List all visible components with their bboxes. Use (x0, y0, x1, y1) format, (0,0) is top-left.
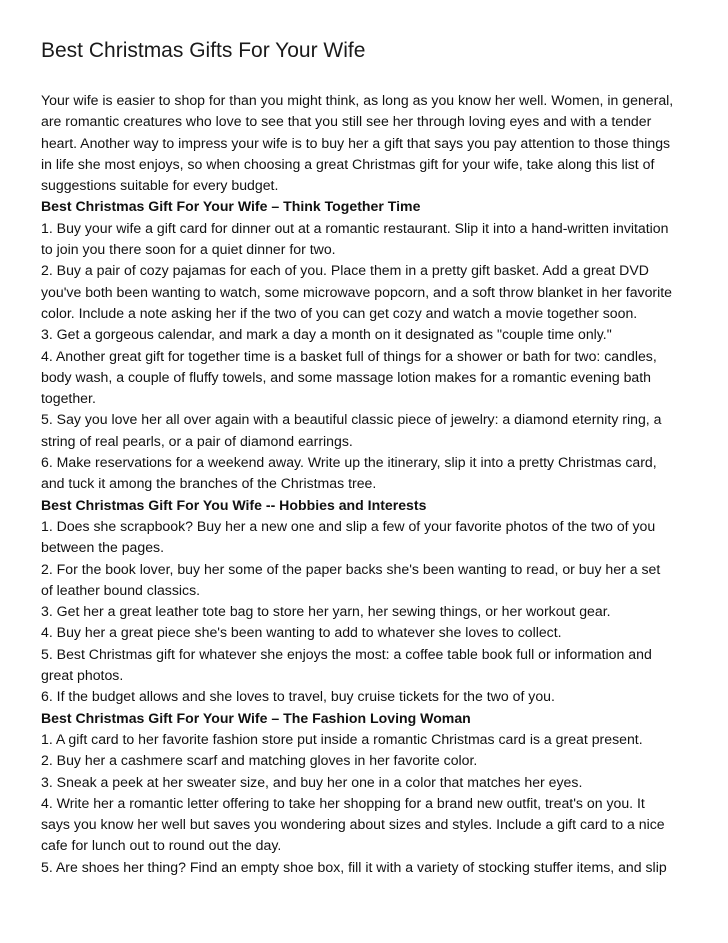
text-line: body wash, a couple of fluffy towels, and some massage lotion makes for a romantic evening bath (41, 368, 652, 385)
section-heading: Best Christmas Gift For Your Wife – Think Together Time (41, 198, 421, 215)
document-page (41, 37, 689, 878)
text-line: 3. Sneak a peek at her sweater size, and buy her one in a color that matches her eyes. (41, 773, 583, 790)
text-line: you've both been wanting to watch, some microwave popcorn, and a soft throw blanket in her favorite (41, 283, 672, 300)
text-line: and tuck it among the branches of the Christmas tree. (41, 475, 377, 492)
text-line: 1. A gift card to her favorite fashion store put inside a romantic Christmas card is a great present. (41, 730, 643, 747)
text-line: 3. Get a gorgeous calendar, and mark a day a month on it designated as "couple time only." (41, 326, 612, 343)
text-line: Your wife is easier to shop for than you might think, as long as you know her well. Women, in general, (41, 92, 674, 108)
text-line: string of real pearls, or a pair of diamond earrings. (41, 432, 353, 449)
text-line: says you know her well but saves you wondering about sizes and styles. Include a gift card to a nice (41, 816, 665, 833)
text-line: 4. Write her a romantic letter offering to take her shopping for a brand new outfit, treat's on you. It (41, 794, 645, 811)
text-line: 2. For the book lover, buy her some of the paper backs she's been wanting to read, or buy her a set (41, 560, 661, 577)
text-line: heart. Another way to impress your wife is to buy her a gift that says you pay attention to those things (41, 134, 671, 151)
text-line: 2. Buy her a cashmere scarf and matching gloves in her favorite color. (41, 752, 478, 769)
text-line: to join you there soon for a quiet dinner for two. (41, 241, 336, 258)
text-line: 5. Best Christmas gift for whatever she enjoys the most: a coffee table book full or information and (41, 645, 652, 662)
text-line: color. Include a note asking her if the two of you can get cozy and watch a movie together soon. (41, 304, 638, 321)
text-line: 3. Get her a great leather tote bag to store her yarn, her sewing things, or her workout gear. (41, 603, 611, 620)
text-line: 5. Are shoes her thing? Find an empty shoe box, fill it with a variety of stocking stuffer items, and slip (41, 858, 667, 875)
text-line: 5. Say you love her all over again with a beautiful classic piece of jewelry: a diamond eternity ring, a (41, 411, 662, 428)
text-line: 6. Make reservations for a weekend away. Write up the itinerary, slip it into a pretty Christmas card, (41, 454, 657, 471)
text-line: 4. Buy her a great piece she's been wanting to add to whatever she loves to collect. (41, 624, 562, 641)
text-line: are romantic creatures who love to see that you still see her through loving eyes and with a tender (41, 113, 652, 130)
text-line: between the pages. (41, 539, 165, 556)
text-line: 1. Buy your wife a gift card for dinner out at a romantic restaurant. Slip it into a hand-written invitation (41, 219, 669, 236)
text-line: together. (41, 390, 96, 407)
section-heading: Best Christmas Gift For You Wife -- Hobbies and Interests (41, 496, 427, 513)
document-title: Best Christmas Gifts For Your Wife (41, 39, 366, 62)
text-line: 2. Buy a pair of cozy pajamas for each of you. Place them in a pretty gift basket. Add a great DVD (41, 262, 649, 279)
section-heading: Best Christmas Gift For Your Wife – The Fashion Loving Woman (41, 709, 471, 726)
text-line: cafe for lunch out to round out the day. (41, 837, 282, 854)
document-body (41, 90, 689, 878)
text-line: great photos. (41, 667, 124, 684)
text-line: 6. If the budget allows and she loves to travel, buy cruise tickets for the two of you. (41, 688, 555, 705)
text-line: 4. Another great gift for together time is a basket full of things for a shower or bath for two: candles, (41, 347, 657, 364)
text-line: 1. Does she scrapbook? Buy her a new one and slip a few of your favorite photos of the two of you (41, 517, 656, 534)
text-line: in life she most enjoys, so when choosing a great Christmas gift for your wife, take along this list of (41, 155, 655, 172)
text-line: of leather bound classics. (41, 581, 201, 598)
text-line: suggestions suitable for every budget. (41, 177, 279, 194)
